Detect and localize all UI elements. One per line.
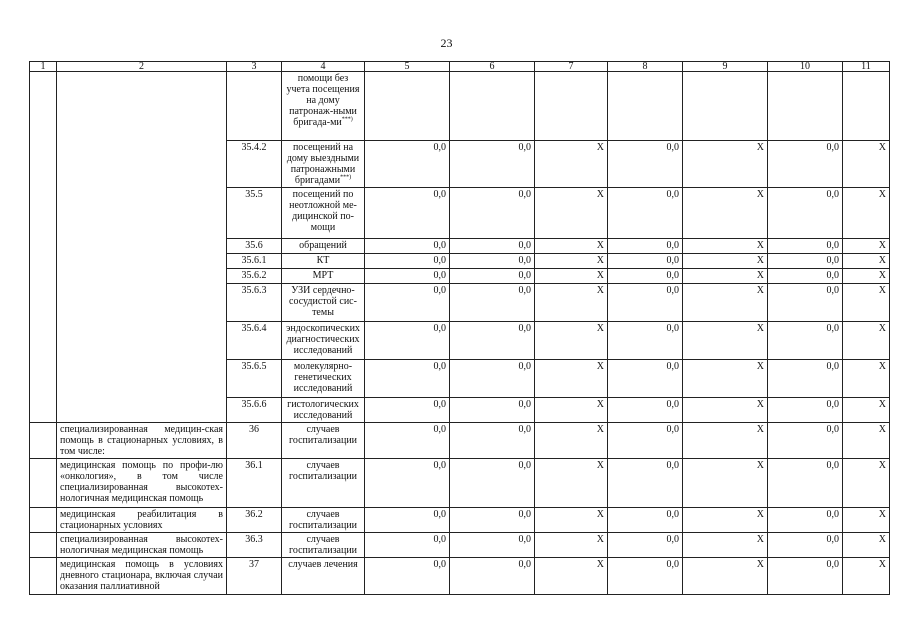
cell-col6: 0,0 <box>450 459 535 508</box>
cell-col7: X <box>535 360 608 398</box>
cell-col7: X <box>535 398 608 423</box>
table-row <box>30 558 890 595</box>
cell-col6: 0,0 <box>450 269 535 284</box>
merged-cell-col2 <box>57 72 227 423</box>
cell-col8: 0,0 <box>608 284 683 322</box>
cell-col5: 0,0 <box>365 508 450 533</box>
cell-col11: X <box>843 254 890 269</box>
cell-code: 37 <box>227 558 282 595</box>
cell-col11 <box>843 72 890 141</box>
cell-col10: 0,0 <box>768 423 843 459</box>
cell-col1 <box>30 558 57 595</box>
cell-unit-text: помощи без учета посещения на дому патронаж-ными бригада-ми <box>286 73 360 128</box>
col-header-5: 5 <box>365 62 450 72</box>
cell-col6: 0,0 <box>450 533 535 558</box>
cell-col7: X <box>535 141 608 188</box>
cell-col5: 0,0 <box>365 269 450 284</box>
cell-col5: 0,0 <box>365 459 450 508</box>
cell-col6: 0,0 <box>450 360 535 398</box>
cell-col10: 0,0 <box>768 284 843 322</box>
cell-col6: 0,0 <box>450 239 535 254</box>
cell-col5: 0,0 <box>365 533 450 558</box>
cell-col10: 0,0 <box>768 360 843 398</box>
table-row <box>30 423 890 459</box>
cell-col6: 0,0 <box>450 284 535 322</box>
cell-col11: X <box>843 322 890 360</box>
col-header-3: 3 <box>227 62 282 72</box>
cell-unit: УЗИ сердечно-сосудистой сис-темы <box>282 284 365 322</box>
merged-cell-col1 <box>30 72 57 423</box>
cell-unit: случаев госпитализации <box>282 459 365 508</box>
cell-col11: X <box>843 188 890 239</box>
cell-col11: X <box>843 508 890 533</box>
cell-col5: 0,0 <box>365 360 450 398</box>
cell-col11: X <box>843 423 890 459</box>
cell-col10: 0,0 <box>768 188 843 239</box>
cell-name: медицинская помощь по профи-лю «онкология», в том числе специализированная высокотех-нологичная медицинская помощь <box>57 459 227 508</box>
cell-col11: X <box>843 141 890 188</box>
cell-col11: X <box>843 558 890 595</box>
cell-col7: X <box>535 269 608 284</box>
cell-col9: X <box>683 398 768 423</box>
cell-col7: X <box>535 284 608 322</box>
cell-col10: 0,0 <box>768 239 843 254</box>
cell-col11: X <box>843 269 890 284</box>
cell-code: 35.4.2 <box>227 141 282 188</box>
cell-col10: 0,0 <box>768 269 843 284</box>
cell-col5 <box>365 72 450 141</box>
cell-col9: X <box>683 508 768 533</box>
table-row <box>30 508 890 533</box>
cell-unit: случаев госпитализации <box>282 533 365 558</box>
cell-col7 <box>535 72 608 141</box>
cell-col5: 0,0 <box>365 558 450 595</box>
cell-col1 <box>30 423 57 459</box>
cell-col9: X <box>683 558 768 595</box>
col-header-2: 2 <box>57 62 227 72</box>
cell-col6: 0,0 <box>450 254 535 269</box>
cell-name: специализированная высокотех-нологичная медицинская помощь <box>57 533 227 558</box>
cell-name: медицинская помощь в условиях дневного стационара, включая случаи оказания паллиативной <box>57 558 227 595</box>
cell-col10: 0,0 <box>768 533 843 558</box>
cell-col7: X <box>535 188 608 239</box>
cell-col10: 0,0 <box>768 141 843 188</box>
cell-col9: X <box>683 360 768 398</box>
cell-col9: X <box>683 141 768 188</box>
cell-col10 <box>768 72 843 141</box>
cell-col6: 0,0 <box>450 423 535 459</box>
cell-col8 <box>608 72 683 141</box>
table-row <box>30 459 890 508</box>
cell-col5: 0,0 <box>365 239 450 254</box>
cell-col8: 0,0 <box>608 322 683 360</box>
cell-col5: 0,0 <box>365 322 450 360</box>
cell-unit: обращений <box>282 239 365 254</box>
cell-col9: X <box>683 459 768 508</box>
cell-col5: 0,0 <box>365 254 450 269</box>
cell-unit: молекулярно-генетических исследований <box>282 360 365 398</box>
cell-code: 35.6.6 <box>227 398 282 423</box>
cell-col5: 0,0 <box>365 398 450 423</box>
cell-col9 <box>683 72 768 141</box>
cell-code: 36.1 <box>227 459 282 508</box>
cell-col9: X <box>683 284 768 322</box>
cell-col5: 0,0 <box>365 423 450 459</box>
cell-col9: X <box>683 423 768 459</box>
cell-col5: 0,0 <box>365 141 450 188</box>
cell-col10: 0,0 <box>768 508 843 533</box>
cell-name: специализированная медицин-ская помощь в стационарных условиях, в том числе: <box>57 423 227 459</box>
cell-col6: 0,0 <box>450 508 535 533</box>
cell-col9: X <box>683 533 768 558</box>
col-header-9: 9 <box>683 62 768 72</box>
cell-unit: посещений по неотложной ме-дицинской по-мощи <box>282 188 365 239</box>
cell-code: 35.6.4 <box>227 322 282 360</box>
cell-col8: 0,0 <box>608 188 683 239</box>
cell-col6: 0,0 <box>450 322 535 360</box>
cell-col7: X <box>535 239 608 254</box>
cell-unit: эндоскопических диагностических исследований <box>282 322 365 360</box>
cell-col7: X <box>535 322 608 360</box>
cell-col9: X <box>683 188 768 239</box>
cell-col11: X <box>843 284 890 322</box>
cell-name: медицинская реабилитация в стационарных условиях <box>57 508 227 533</box>
cell-unit-footnote: ***) <box>340 174 352 181</box>
cell-col7: X <box>535 459 608 508</box>
cell-col7: X <box>535 533 608 558</box>
cell-code: 35.6.1 <box>227 254 282 269</box>
cell-col8: 0,0 <box>608 459 683 508</box>
cell-col8: 0,0 <box>608 508 683 533</box>
cell-unit-text: посещений на дому выездными патронажными бригадами <box>286 142 360 186</box>
cell-col6 <box>450 72 535 141</box>
cell-unit: случаев лечения <box>282 558 365 595</box>
cell-unit: случаев госпитализации <box>282 508 365 533</box>
cell-col7: X <box>535 508 608 533</box>
col-header-6: 6 <box>450 62 535 72</box>
cell-col1 <box>30 459 57 508</box>
cell-col8: 0,0 <box>608 558 683 595</box>
table-row-continuation <box>30 72 890 141</box>
cell-code: 35.6.3 <box>227 284 282 322</box>
cell-code: 35.6 <box>227 239 282 254</box>
cell-unit: случаев госпитализации <box>282 423 365 459</box>
col-header-1: 1 <box>30 62 57 72</box>
cell-col8: 0,0 <box>608 269 683 284</box>
cell-col9: X <box>683 269 768 284</box>
cell-col8: 0,0 <box>608 360 683 398</box>
cell-col8: 0,0 <box>608 254 683 269</box>
cell-code <box>227 72 282 141</box>
cell-col8: 0,0 <box>608 533 683 558</box>
col-header-4: 4 <box>282 62 365 72</box>
cell-unit-footnote: ***) <box>341 116 353 123</box>
cell-col11: X <box>843 459 890 508</box>
cell-code: 35.6.2 <box>227 269 282 284</box>
cell-col10: 0,0 <box>768 558 843 595</box>
cell-col6: 0,0 <box>450 558 535 595</box>
cell-col7: X <box>535 558 608 595</box>
column-number-row <box>30 62 890 72</box>
cell-code: 35.6.5 <box>227 360 282 398</box>
cell-col6: 0,0 <box>450 141 535 188</box>
cell-col9: X <box>683 254 768 269</box>
cell-col8: 0,0 <box>608 239 683 254</box>
cell-col1 <box>30 533 57 558</box>
cell-col7: X <box>535 423 608 459</box>
cell-col9: X <box>683 322 768 360</box>
cell-col10: 0,0 <box>768 398 843 423</box>
cell-col5: 0,0 <box>365 284 450 322</box>
cell-col10: 0,0 <box>768 459 843 508</box>
cell-col11: X <box>843 239 890 254</box>
cell-col9: X <box>683 239 768 254</box>
cell-unit: КТ <box>282 254 365 269</box>
cell-col5: 0,0 <box>365 188 450 239</box>
cell-col6: 0,0 <box>450 188 535 239</box>
cell-col11: X <box>843 360 890 398</box>
data-table <box>29 61 890 595</box>
cell-code: 36.3 <box>227 533 282 558</box>
cell-col7: X <box>535 254 608 269</box>
cell-unit: гистологических исследований <box>282 398 365 423</box>
cell-unit: МРТ <box>282 269 365 284</box>
cell-col11: X <box>843 533 890 558</box>
col-header-7: 7 <box>535 62 608 72</box>
cell-code: 36 <box>227 423 282 459</box>
cell-col10: 0,0 <box>768 254 843 269</box>
cell-col8: 0,0 <box>608 423 683 459</box>
col-header-8: 8 <box>608 62 683 72</box>
col-header-11: 11 <box>843 62 890 72</box>
cell-unit <box>282 72 365 141</box>
cell-col8: 0,0 <box>608 141 683 188</box>
cell-code: 36.2 <box>227 508 282 533</box>
page-number: 23 <box>440 36 453 50</box>
col-header-10: 10 <box>768 62 843 72</box>
cell-unit <box>282 141 365 188</box>
cell-col6: 0,0 <box>450 398 535 423</box>
cell-col11: X <box>843 398 890 423</box>
table-row <box>30 533 890 558</box>
cell-code: 35.5 <box>227 188 282 239</box>
cell-col10: 0,0 <box>768 322 843 360</box>
cell-col1 <box>30 508 57 533</box>
cell-col8: 0,0 <box>608 398 683 423</box>
